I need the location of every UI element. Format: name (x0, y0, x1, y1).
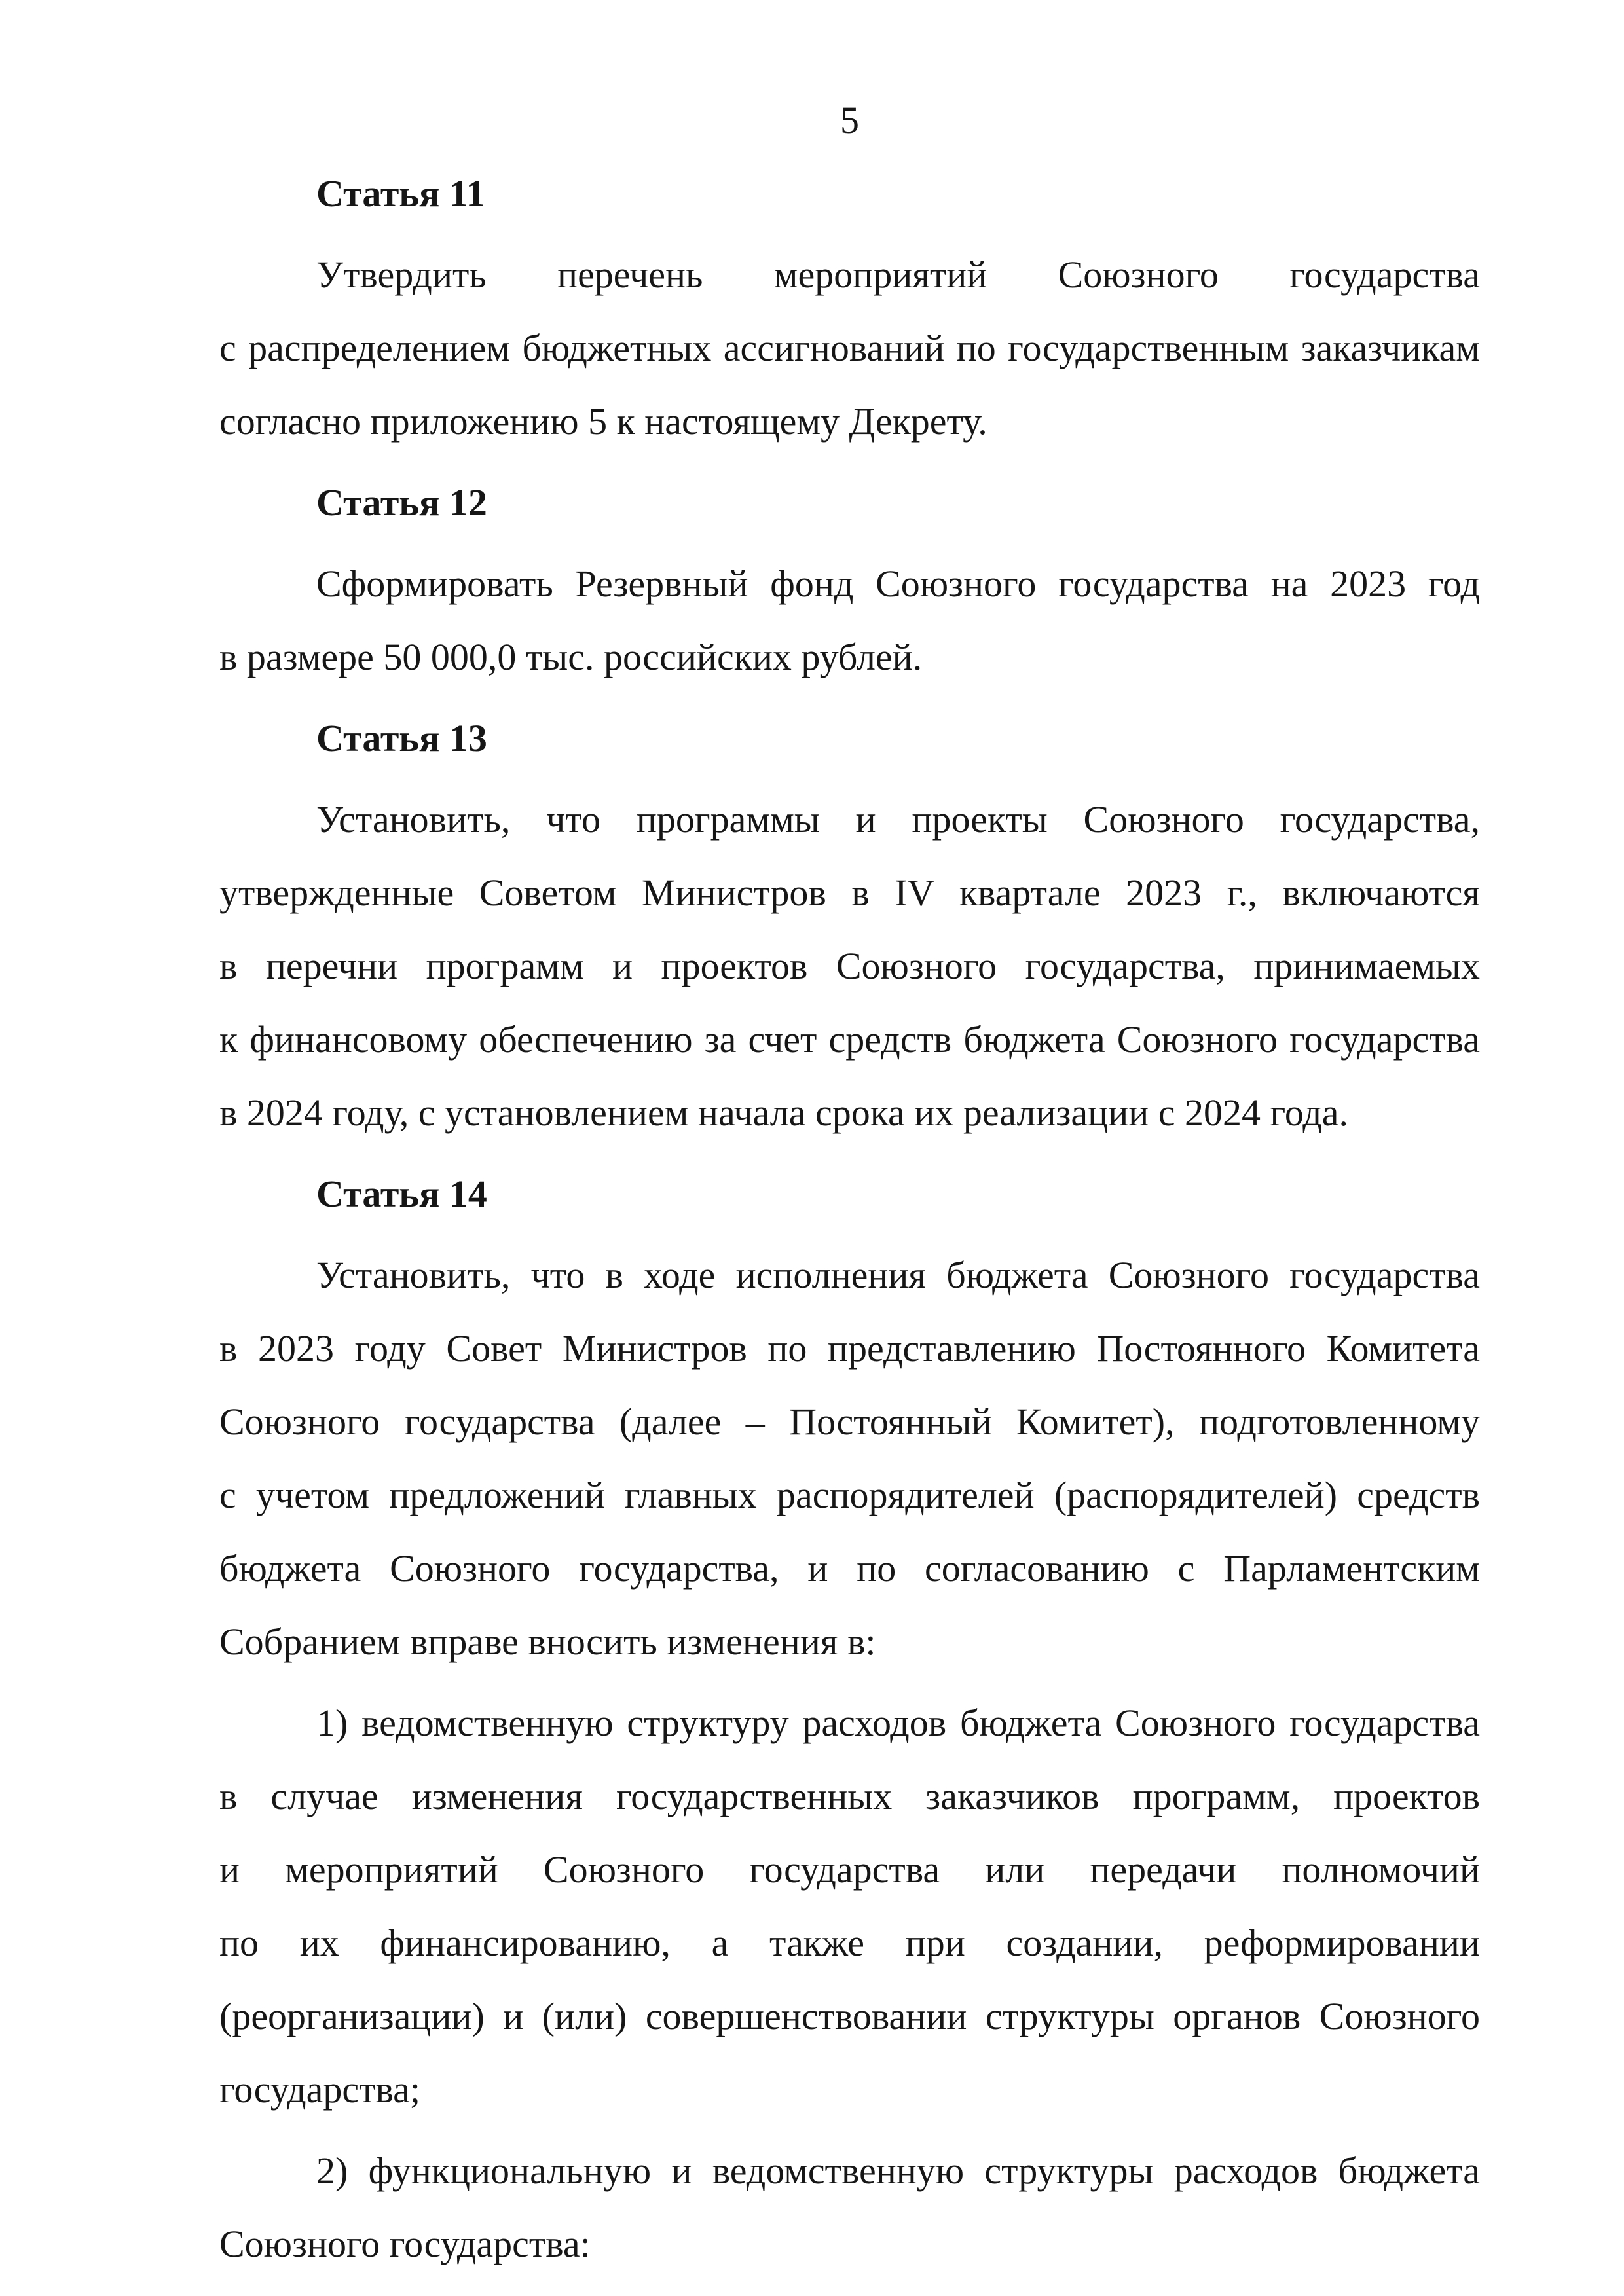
text-line: Союзного государства: (219, 2223, 591, 2265)
article-12-heading (219, 466, 1480, 539)
text-line: 2) функциональную и ведомственную структуры расходов бюджета (316, 2149, 1480, 2192)
text-line: в случае изменения государственных заказчиков программ, проектов (219, 1775, 1480, 1817)
article-14-heading (219, 1157, 1480, 1231)
article-12-paragraph (219, 547, 1480, 694)
text-line: с распределением бюджетных ассигнований по государственным заказчикам (219, 327, 1480, 369)
text-line: Статья 14 (316, 1173, 487, 1215)
text-line: Союзного государства (далее – Постоянный Комитет), подготовленному (219, 1400, 1480, 1443)
text-line: 1) ведомственную структуру расходов бюджета Союзного государства (316, 1702, 1480, 1744)
text-line: в размере 50 000,0 тыс. российских рублей. (219, 636, 923, 678)
text-line: с учетом предложений главных распорядителей (распорядителей) средств (219, 1474, 1480, 1516)
article-13-heading (219, 702, 1480, 775)
text-line: бюджета Союзного государства, и по согласованию с Парламентским (219, 1547, 1480, 1590)
text-line: Статья 11 (316, 172, 485, 215)
article-14-item-1 (219, 1686, 1480, 2126)
text-line: (реорганизации) и (или) совершенствовании структуры органов Союзного (219, 1995, 1480, 2037)
page-number: 5 (840, 99, 859, 141)
text-line: Установить, что программы и проекты Союзного государства, (316, 798, 1480, 841)
text-line: в 2024 году, с установлением начала срока их реализации с 2024 года. (219, 1091, 1348, 1134)
text-line: по их финансированию, а также при создании, реформировании (219, 1922, 1480, 1964)
text-line: государства; (219, 2068, 420, 2111)
text-line: к финансовому обеспечению за счет средств бюджета Союзного государства (219, 1018, 1480, 1061)
document-content (219, 157, 1480, 2289)
text-line: в 2023 году Совет Министров по представлению Постоянного Комитета (219, 1327, 1480, 1370)
text-line: Собранием вправе вносить изменения в: (219, 1620, 876, 1663)
text-line: согласно приложению 5 к настоящему Декрету. (219, 400, 987, 443)
text-line: Утвердить перечень мероприятий Союзного государства (316, 253, 1480, 296)
text-line: утвержденные Советом Министров в IV квартале 2023 г., включаются (219, 871, 1480, 914)
article-14-item-2 (219, 2134, 1480, 2281)
text-line: в перечни программ и проектов Союзного государства, принимаемых (219, 945, 1480, 987)
article-13-paragraph (219, 783, 1480, 1150)
text-line: Статья 12 (316, 481, 487, 524)
article-11-paragraph (219, 238, 1480, 458)
text-line: Установить, что в ходе исполнения бюджета Союзного государства (316, 1254, 1480, 1296)
article-11-heading (219, 157, 1480, 230)
text-line: и мероприятий Союзного государства или передачи полномочий (219, 1848, 1480, 1891)
text-line: Сформировать Резервный фонд Союзного государства на 2023 год (316, 562, 1480, 605)
text-line: Статья 13 (316, 717, 487, 759)
article-14-paragraph (219, 1239, 1480, 1679)
